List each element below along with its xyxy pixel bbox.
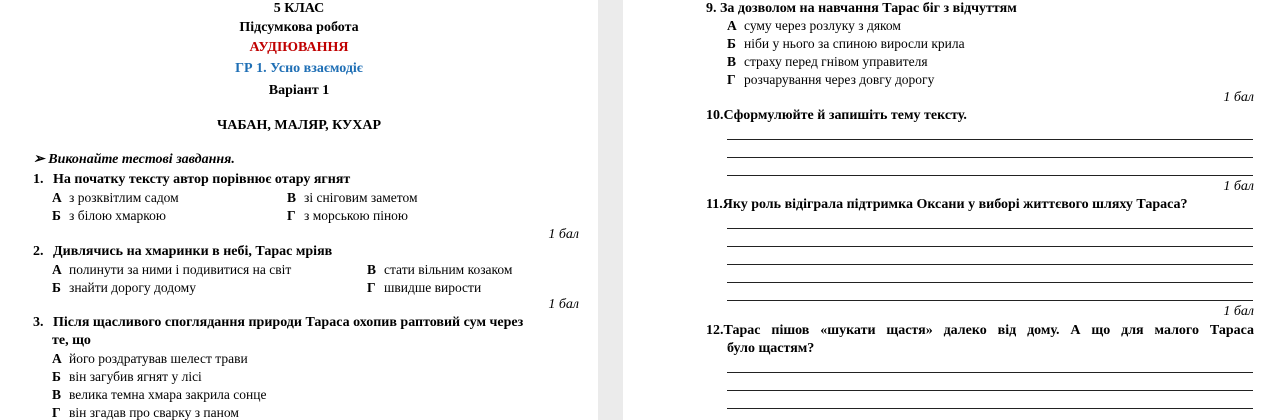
answer-line[interactable]	[727, 372, 1253, 373]
q9-option-a[interactable]: А суму через розлуку з дяком	[727, 18, 901, 33]
q9-option-b[interactable]: Б ніби у нього за спиною виросли крила	[727, 36, 965, 51]
question-9: 9. За дозволом на навчання Тарас біг з відчуттям	[706, 1, 1017, 16]
q2-option-v[interactable]: В стати вільним козаком	[367, 262, 513, 277]
instruction-text: Виконайте тестові завдання.	[48, 152, 235, 167]
group-title: ГР 1. Усно взаємодіє	[235, 61, 363, 76]
question-3: 3. Після щасливого споглядання природи Тараса охопив раптовий сум через	[33, 315, 524, 330]
q2-option-a[interactable]: А полинути за ними і подивитися на світ	[52, 262, 292, 277]
q3-option-b[interactable]: Б він загубив ягнят у лісі	[52, 369, 202, 384]
work-title: Підсумкова робота	[239, 20, 359, 35]
document-page-right	[623, 0, 1267, 420]
q1-option-v[interactable]: В зі сніговим заметом	[287, 190, 418, 205]
q3-option-a[interactable]: А його роздратував шелест трави	[52, 351, 248, 366]
q9-option-g[interactable]: Г розчарування через довгу дорогу	[727, 72, 935, 87]
question-2: 2. Дивлячись на хмаринки в небі, Тарас мріяв	[33, 244, 333, 259]
q9-score: 1 бал	[1223, 90, 1254, 105]
question-12-continuation: було щастям?	[727, 341, 815, 356]
answer-line[interactable]	[727, 175, 1253, 176]
q9-option-v[interactable]: В страху перед гнівом управителя	[727, 54, 928, 69]
q1-option-a[interactable]: А з розквітлим садом	[52, 190, 179, 205]
q2-option-g[interactable]: Г швидше вирости	[367, 280, 482, 295]
answer-line[interactable]	[727, 264, 1253, 265]
q10-score: 1 бал	[1223, 179, 1254, 194]
question-3-continuation: те, що	[52, 333, 91, 348]
document-page-left	[0, 0, 598, 420]
grade-heading: 5 КЛАС	[273, 1, 325, 16]
answer-line[interactable]	[727, 157, 1253, 158]
instruction-line	[33, 151, 235, 169]
q1-score: 1 бал	[548, 227, 579, 242]
text-title: ЧАБАН, МАЛЯР, КУХАР	[216, 118, 382, 133]
answer-line[interactable]	[727, 408, 1253, 409]
variant-title: Варіант 1	[268, 83, 330, 98]
q11-score: 1 бал	[1223, 304, 1254, 319]
answer-line[interactable]	[727, 139, 1253, 140]
q2-option-b[interactable]: Б знайти дорогу додому	[52, 280, 196, 295]
question-1: 1. На початку тексту автор порівнює отару ягнят	[33, 172, 351, 187]
q3-option-v[interactable]: В велика темна хмара закрила сонце	[52, 387, 267, 402]
answer-line[interactable]	[727, 228, 1253, 229]
arrow-bullet-icon: ➢	[33, 152, 45, 167]
answer-line[interactable]	[727, 390, 1253, 391]
q1-option-g[interactable]: Г з морською піною	[287, 208, 409, 223]
section-title: АУДІЮВАННЯ	[249, 40, 349, 55]
q2-score: 1 бал	[548, 297, 579, 312]
q3-option-g[interactable]: Г він згадав про сварку з паном	[52, 405, 239, 420]
answer-line[interactable]	[727, 282, 1253, 283]
question-11: 11.Яку роль відіграла підтримка Оксани у виборі життєвого шляху Тараса?	[706, 197, 1188, 212]
question-12: 12.Тарас пішов «шукати щастя» далеко від дому. А що для малого Тараса	[706, 323, 1254, 338]
answer-line[interactable]	[727, 246, 1253, 247]
q1-option-b[interactable]: Б з білою хмаркою	[52, 208, 166, 223]
page-gutter	[598, 0, 623, 420]
answer-line[interactable]	[727, 300, 1253, 301]
question-10: 10.Сформулюйте й запишіть тему тексту.	[706, 108, 967, 123]
